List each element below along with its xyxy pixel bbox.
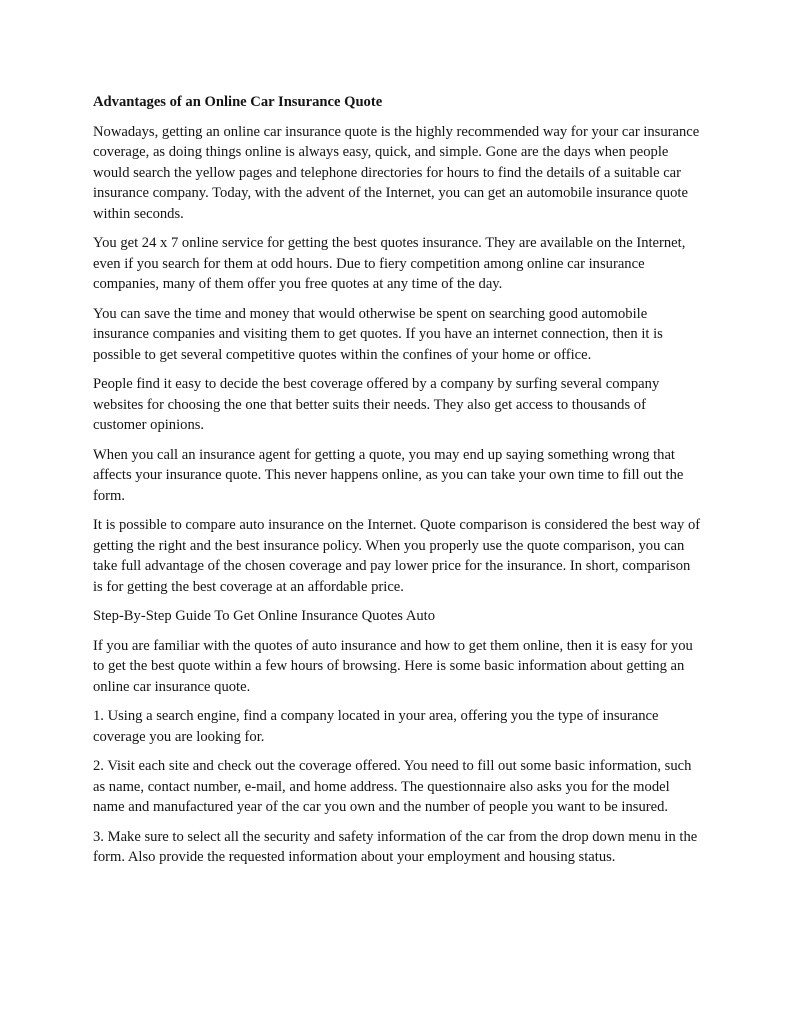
paragraph-intro-2: You get 24 x 7 online service for getting the best quotes insurance. They are available on the Internet, even if you search for them at odd hours. Due to fiery competition among online car insurance companies, many of them offer you free quotes at any time of the day. xyxy=(93,235,686,292)
document-title: Advantages of an Online Car Insurance Quote xyxy=(93,94,383,110)
guide-intro-paragraph: If you are familiar with the quotes of auto insurance and how to get them online, then it is easy for you to get the best quote within a few hours of browsing. Here is some basic information about getting an online car insurance quote. xyxy=(93,637,693,695)
guide-heading: Step-By-Step Guide To Get Online Insurance Quotes Auto xyxy=(93,608,436,624)
step-2: 2. Visit each site and check out the coverage offered. You need to fill out some basic information, such as name, contact number, e-mail, and home address. The questionnaire also asks you for the model name and manufactured year of the car you own and the number of people you want to be insured. xyxy=(93,758,692,815)
paragraph-intro-3: You can save the time and money that would otherwise be spent on searching good automobile insurance companies and visiting them to get quotes. If you have an internet connection, then it is possible to get several competitive quotes within the confines of your home or office. xyxy=(93,305,663,363)
paragraph-intro-4: People find it easy to decide the best coverage offered by a company by surfing several company websites for choosing the one that better suits their needs. They also get access to thousands of customer opinions. xyxy=(93,376,660,433)
step-1: 1. Using a search engine, find a company located in your area, offering you the type of insurance coverage you are looking for. xyxy=(93,708,659,745)
paragraph-intro-1: Nowadays, getting an online car insurance quote is the highly recommended way for your car insurance coverage, as doing things online is always easy, quick, and simple. Gone are the days when people would search the yellow pages and telephone directories for hours to find the details of a suitable car insurance company. Today, with the advent of the Internet, you can get an automobile insurance quote within seconds. xyxy=(93,123,700,222)
step-3: 3. Make sure to select all the security and safety information of the car from the drop down menu in the form. Also provide the requested information about your employment and housing status. xyxy=(93,828,698,865)
paragraph-intro-5: When you call an insurance agent for getting a quote, you may end up saying something wrong that affects your insurance quote. This never happens online, as you can take your own time to fill out the form. xyxy=(93,446,684,504)
paragraph-intro-6: It is possible to compare auto insurance on the Internet. Quote comparison is considered the best way of getting the right and the best insurance policy. When you properly use the quote comparison, you can take full advantage of the chosen coverage and pay lower price for the insurance. In short, comparison is for getting the best coverage at an affordable price. xyxy=(93,517,701,595)
document-body xyxy=(93,92,701,877)
